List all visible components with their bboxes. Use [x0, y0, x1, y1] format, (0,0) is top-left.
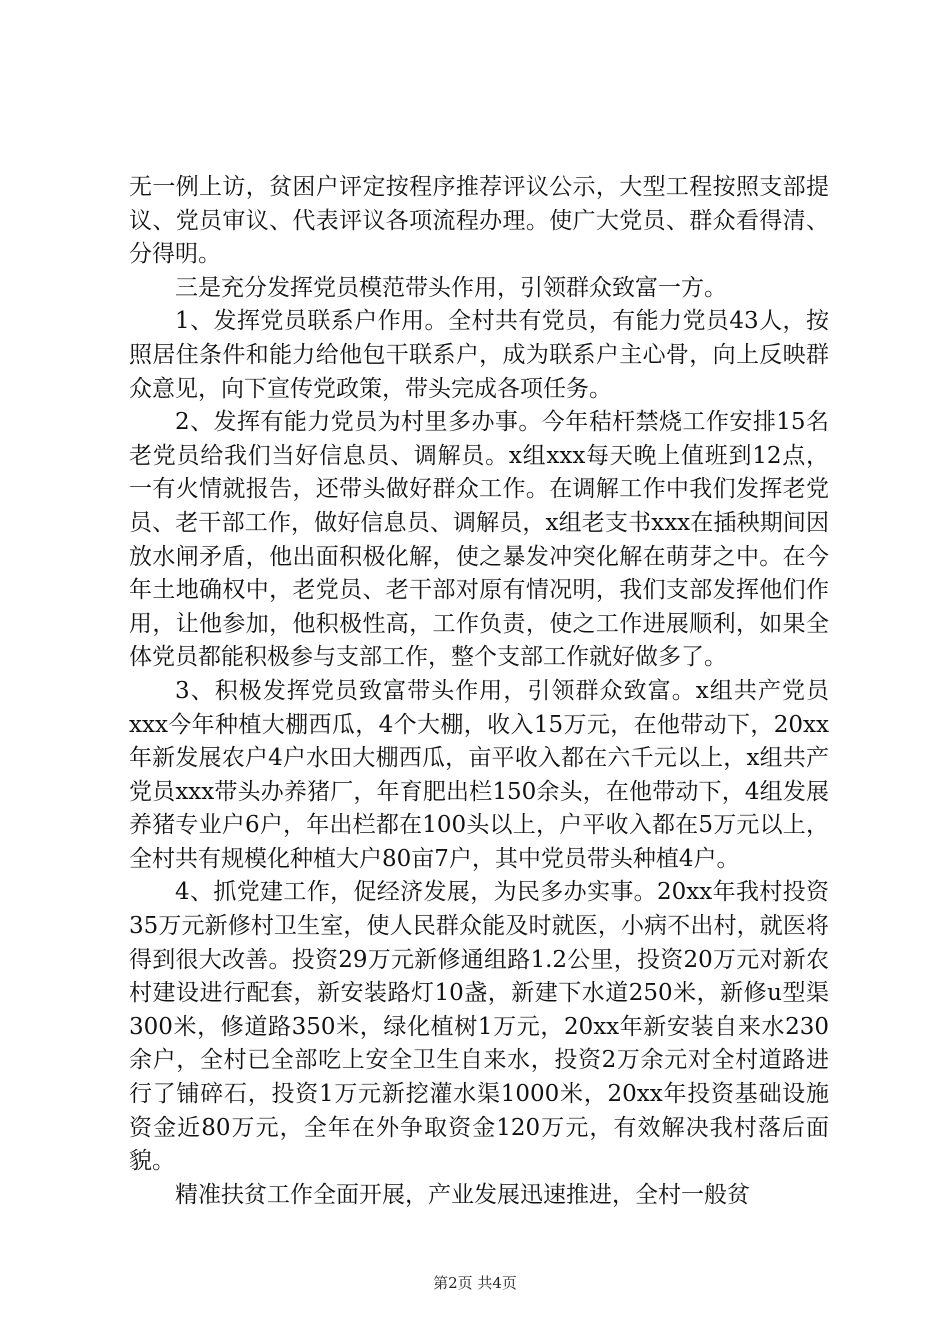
paragraph-item-2: 2、发挥有能力党员为村里多办事。今年秸杆禁烧工作安排15名老党员给我们当好信息员、调解员。x组xxx每天晚上值班到12点，一有火情就报告，还带头做好群众工作。在调解工作中我们发挥老党员、老干部工作，做好信息员、调解员，x组老支书xxx在插秧期间因放水闸矛盾，他出面积极化解，使之暴发冲突化解在萌芽之中。在今年土地确权中，老党员、老干部对原有情况明，我们支部发挥他们作用，让他参加，他积极性高，工作负责，使之工作进展顺利，如果全体党员都能积极参与支部工作，整个支部工作就好做多了。	[129, 409, 829, 671]
document-body	[129, 171, 829, 1212]
paragraph-item-1: 1、发挥党员联系户作用。全村共有党员，有能力党员43人，按照居住条件和能力给他包干联系户，成为联系户主心骨，向上反映群众意见，向下宣传党政策，带头完成各项任务。	[129, 308, 829, 402]
paragraph-item-4: 4、抓党建工作，促经济发展，为民多办实事。20xx年我村投资35万元新修村卫生室，使人民群众能及时就医，小病不出村，就医将得到很大改善。投资29万元新修通组路1.2公里，投资20万元对新农村建设进行配套，新安装路灯10盏，新建下水道250米，新修u型渠300米，修道路350米，绿化植树1万元，20xx年新安装自来水230余户，全村已全部吃上安全卫生自来水，投资2万余元对全村道路进行了铺碎石，投资1万元新挖灌水渠1000米，20xx年投资基础设施资金近80万元，全年在外争取资金120万元，有效解决我村落后面貌。	[129, 879, 829, 1175]
page-number-footer: 第2页 共4页	[433, 1274, 517, 1292]
paragraph-item-3: 3、积极发挥党员致富带头作用，引领群众致富。x组共产党员xxx今年种植大棚西瓜，4个大棚，收入15万元，在他带动下，20xx年新发展农户4户水田大棚西瓜，亩平收入都在六千元以上，x组共产党员xxx带头办养猪厂，年育肥出栏150余头，在他带动下，4组发展养猪专业户6户，年出栏都在100头以上，户平收入都在5万元以上，全村共有规模化种植大户80亩7户，其中党员带头种植4户。	[129, 677, 829, 872]
paragraph-poverty-alleviation: 精准扶贫工作全面开展，产业发展迅速推进，全村一般贫	[175, 1181, 750, 1208]
paragraph-continued: 无一例上访，贫困户评定按程序推荐评议公示，大型工程按照支部提议、党员审议、代表评议各项流程办理。使广大党员、群众看得清、分得明。	[129, 174, 829, 268]
paragraph-section-three: 三是充分发挥党员模范带头作用，引领群众致富一方。	[175, 274, 727, 301]
